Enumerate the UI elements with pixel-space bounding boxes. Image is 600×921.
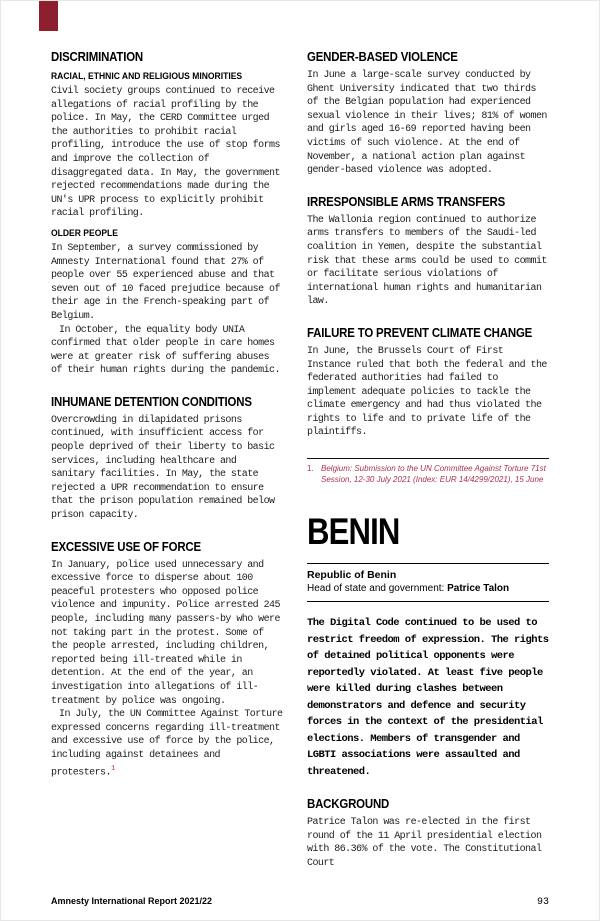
section-climate-change xyxy=(307,325,549,440)
subheading-older-people: OLDER PEOPLE xyxy=(51,227,118,239)
paragraph-arms-transfers: The Wallonia region continued to authorize arms transfers to members of the Saudi-led coalition in Yemen, despite the substantial risk that these arms could be used to commit or facilitate serious violations of international human rights and humanitarian law. xyxy=(307,214,547,308)
section-country-benin xyxy=(307,511,549,870)
section-arms-transfers xyxy=(307,194,549,309)
page-footer xyxy=(51,896,549,908)
paragraph-detention: Overcrowding in dilapidated prisons continued, with insufficient access for people deprived of their liberty to basic services, including healthcare and sanitary facilities. In May, the state rejected a UPR recommendation to ensure that the prison population remained below prison capacity. xyxy=(51,414,275,522)
column-left xyxy=(51,49,285,870)
country-summary: The Digital Code continued to be used to restrict freedom of expression. The rights of detained political opponents were reportedly violated. At least five people were killed during clashes between demonstrators and defence and security forces in the context of the presidential elections. Members of transgender and LGBTI associations were assaulted and threatened. xyxy=(307,617,549,778)
paragraph-older-people-2: In October, the equality body UNIA confirmed that older people in care homes were at greater risk of suffering abuses of their human rights during the pandemic. xyxy=(51,324,280,377)
column-right xyxy=(307,49,549,870)
paragraph-force-2 xyxy=(51,708,285,779)
heading-arms-transfers: IRRESPONSIBLE ARMS TRANSFERS xyxy=(307,193,506,209)
paragraph-older-people-1: In September, a survey commissioned by Amnesty International found that 27% of people over 55 experienced abuse and that seven out of 10 faced prejudice because of their age in the French-speaking part of Belgium. xyxy=(51,242,280,322)
paragraph-background: Patrice Talon was re-elected in the first round of the 11 April presidential election with 86.36% of the vote. The Constitutional Court xyxy=(307,817,542,869)
footnote-reference-1: 1 xyxy=(110,764,116,773)
heading-excessive-force: EXCESSIVE USE OF FORCE xyxy=(51,538,201,554)
section-inhumane-detention xyxy=(51,394,285,523)
paragraph-climate-change: In June, the Brussels Court of First Instance ruled that both the federal and the federated authorities had failed to implement adequate policies to tackle the climate emergency and had thus violated the rights to life and to private life of the plaintiffs. xyxy=(307,345,547,439)
section-discrimination xyxy=(51,49,285,378)
footer-page-number: 93 xyxy=(536,897,549,908)
heading-climate-change: FAILURE TO PREVENT CLIMATE CHANGE xyxy=(307,324,533,340)
head-of-state-label: Head of state and government: xyxy=(307,583,448,595)
page-edge-tab xyxy=(39,1,58,31)
heading-background: BACKGROUND xyxy=(307,796,390,812)
heading-inhumane-detention: INHUMANE DETENTION CONDITIONS xyxy=(51,393,252,409)
subheading-racial-ethnic-religious-minorities: RACIAL, ETHNIC AND RELIGIOUS MINORITIES xyxy=(51,71,243,82)
footnote-number: 1. xyxy=(307,464,314,474)
paragraph-force-1: In January, police used unnecessary and excessive force to disperse about 100 peaceful protesters who opposed police violence and impunity. Police arrested 245 people, including many passers-by who were not taking part in the protest. Some of the people arrested, including children, reported being ill-treated while in detention. At the end of the year, an investigation into allegations of ill-treatment by police was ongoing. xyxy=(51,559,280,707)
country-info-block xyxy=(307,563,549,602)
paragraph-force-2-text: In July, the UN Committee Against Torture expressed concerns regarding ill-treatment and excessive use of force by the police, including against detainees and protesters. xyxy=(51,709,283,778)
page-content xyxy=(51,49,549,870)
heading-gender-based-violence: GENDER-BASED VIOLENCE xyxy=(307,49,458,64)
section-excessive-force xyxy=(51,539,285,780)
country-official-name: Republic of Benin xyxy=(307,569,397,582)
country-title-benin: BENIN xyxy=(307,511,400,553)
paragraph-minorities: Civil society groups continued to receive allegations of racial profiling by the police. In May, the CERD Committee urged the authorities to prohibit racial profiling, introduce the use of stop forms and improve the collection of disaggregated data. In May, the government rejected recommendations made during the UN's UPR process to explicitly prohibit racial profiling. xyxy=(51,86,280,220)
footer-report-title: Amnesty International Report 2021/22 xyxy=(51,896,213,906)
head-of-state-value: Patrice Talon xyxy=(447,583,510,595)
section-gender-based-violence xyxy=(307,49,549,178)
paragraph-gbv: In June a large-scale survey conducted by Ghent University indicated that two thirds of the Belgian population had experienced sexual violence in their lives; 81% of women and girls aged 16-69 reported having been victims of such violence. At the end of November, a national action plan against gender-based violence was adopted. xyxy=(307,70,547,177)
heading-discrimination: DISCRIMINATION xyxy=(51,49,144,64)
head-of-state-line xyxy=(307,582,549,595)
footnote-1 xyxy=(307,458,549,485)
footnote-text: Belgium: Submission to the UN Committee Against Torture 71st Session, 12-30 July 2021 (Index: EUR 14/4299/2021), 15 June xyxy=(321,464,546,484)
